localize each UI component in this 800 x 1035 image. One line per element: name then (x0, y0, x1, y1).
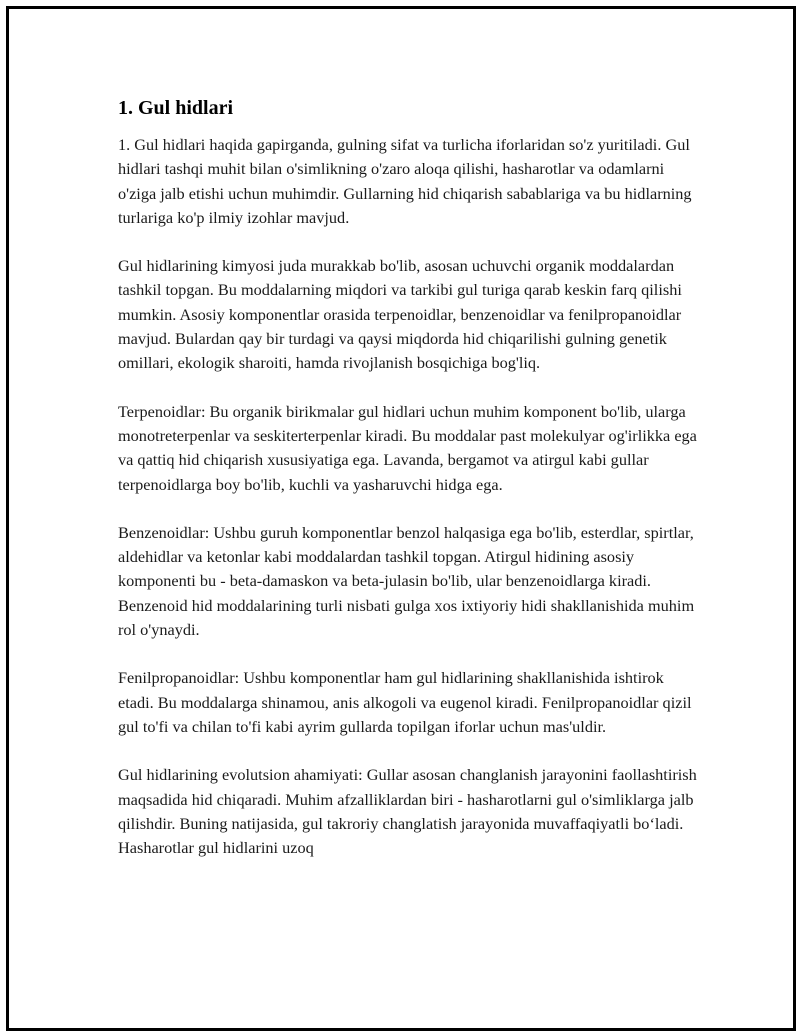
page-frame (6, 6, 796, 1031)
paragraph-benzenoids: Benzenoidlar: Ushbu guruh komponentlar benzol halqasiga ega bo'lib, esterdlar, spirtlar, aldehidlar va ketonlar kabi moddalardan tashkil topgan. Atirgul hidining asosiy komponenti bu - beta-damaskon va beta-julasin bo'lib, ular benzenoidlarga kiradi. Benzenoid hid moddalarining turli nisbati gulga xos ixtiyoriy hidi shakllanishida muhim rol o'ynaydi. (118, 522, 695, 640)
paragraph-intro: 1. Gul hidlari haqida gapirganda, gulning sifat va turlicha iforlaridan so'z yuritiladi. Gul hidlari tashqi muhit bilan o'simlikning o'zaro aloqa qilishi, hasharotlar va odamlarni o'ziga jalb etishi uchun muhimdir. Gullarning hid chiqarish sabablariga va bu hidlarning turlariga ko'p ilmiy izohlar mavjud. (118, 135, 692, 227)
document-body (118, 95, 698, 884)
paragraph-evolution: Gul hidlarining evolutsion ahamiyati: Gullar asosan changlanish jarayonini faollashtirish maqsadida hid chiqaradi. Muhim afzalliklardan biri - hasharotlarni gul o'simliklarga jalb qilishdir. Buning natijasida, gul takroriy changlatish jarayonida muvaffaqiyatli bo‘ladi. Hasharotlar gul hidlarini uzoq (118, 765, 697, 858)
paragraph-phenylpropanoids: Fenilpropanoidlar: Ushbu komponentlar ham gul hidlarining shakllanishida ishtirok etadi. Bu moddalarga shinamou, anis alkogoli va eugenol kiradi. Fenilpropanoidlar qizil gul to'fi va chilan to'fi kabi ayrim gullarda topilgan iforlar uchun mas'uldir. (118, 668, 692, 736)
paragraph-terpenoids: Terpenoidlar: Bu organik birikmalar gul hidlari uchun muhim komponent bo'lib, ularga monotreterpenlar va seskiterterpenlar kiradi. Bu moddalar past molekulyar og'irlikka ega va qattiq hid chiqarish xususiyatiga ega. Lavanda, bergamot va atirgul kabi gullar terpenoidlarga boy bo'lib, kuchli va yasharuvchi hidga ega. (118, 401, 697, 494)
section-heading: 1. Gul hidlari (118, 97, 234, 119)
paragraph-chemistry: Gul hidlarining kimyosi juda murakkab bo'lib, asosan uchuvchi organik moddalardan tashkil topgan. Bu moddalarning miqdori va tarkibi gul turiga qarab keskin farq qilishi mumkin. Asosiy komponentlar orasida terpenoidlar, benzenoidlar va fenilpropanoidlar mavjud. Bulardan qay bir turdagi va qaysi miqdorda hid chiqarilishi gulning genetik omillari, ekologik sharoiti, hamda rivojlanish bosqichiga bog'liq. (118, 256, 682, 373)
